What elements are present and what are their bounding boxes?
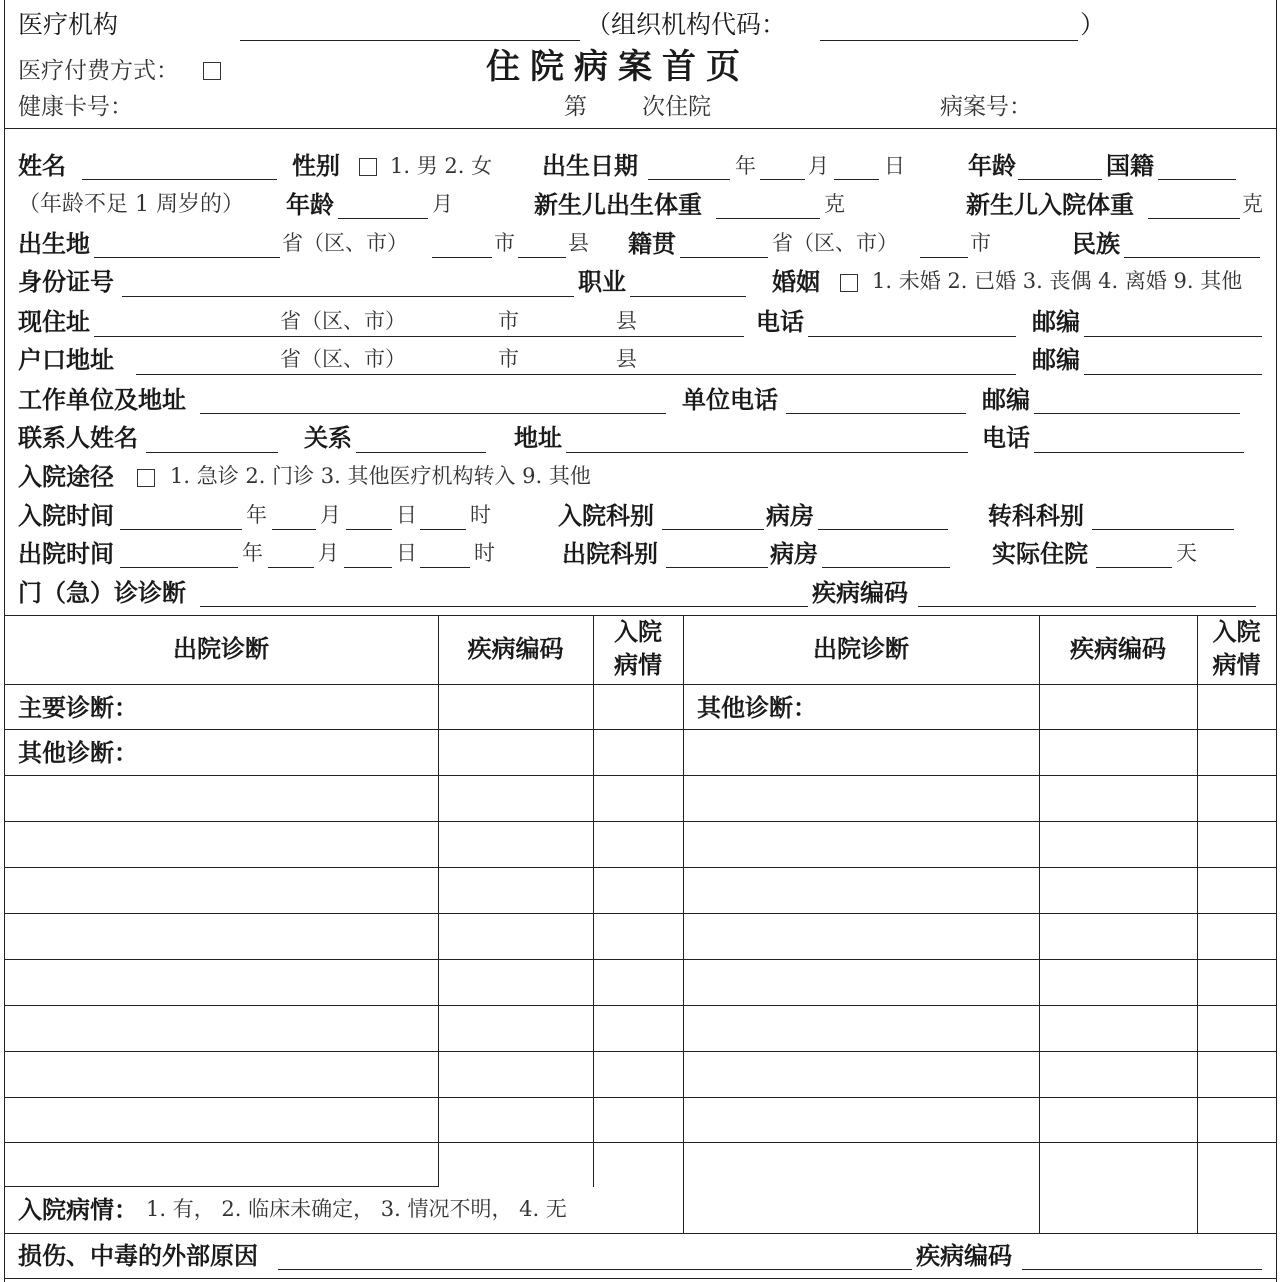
main-diagnosis-label: 主要诊断： bbox=[18, 694, 138, 722]
infant-note: （年龄不足 1 周岁的） bbox=[18, 192, 244, 217]
discharge-time-label: 出院时间 bbox=[18, 540, 114, 568]
condition-legend-text: 1. 有， 2. 临床未确定， 3. 情况不明， 4. 无 bbox=[146, 1197, 567, 1221]
admission-route-label: 入院途径 bbox=[18, 463, 114, 491]
discharge-hour-line[interactable] bbox=[420, 567, 470, 568]
outpatient-diag-label: 门（急）诊诊断 bbox=[18, 579, 186, 607]
table-row-line bbox=[4, 729, 1276, 730]
nationality-field-line[interactable] bbox=[1158, 179, 1236, 180]
col-header-condition-right-2: 病情 bbox=[1212, 651, 1261, 679]
birthplace-county-unit: 县 bbox=[568, 231, 589, 255]
infant-age-label: 年龄 bbox=[286, 191, 334, 219]
birth-year-unit: 年 bbox=[735, 154, 756, 178]
admit-year-unit: 年 bbox=[246, 503, 267, 527]
age-field-line[interactable] bbox=[1018, 179, 1102, 180]
table-col-divider bbox=[438, 615, 439, 1187]
id-number-label: 身份证号 bbox=[18, 268, 114, 296]
age-label: 年龄 bbox=[968, 152, 1016, 180]
col-header-condition-1: 入院 bbox=[614, 618, 662, 646]
native-province-unit: 省（区、市） bbox=[772, 231, 898, 255]
admit-day-line[interactable] bbox=[346, 529, 392, 530]
birth-day-unit: 日 bbox=[884, 154, 905, 178]
contact-name-label: 联系人姓名 bbox=[18, 424, 138, 452]
external-cause-label: 损伤、中毒的外部原因 bbox=[18, 1242, 258, 1270]
outpatient-diag-line[interactable] bbox=[200, 606, 808, 607]
infant-month-unit: 月 bbox=[432, 192, 453, 216]
household-county-unit: 县 bbox=[616, 347, 637, 371]
gender-checkbox[interactable] bbox=[359, 158, 377, 176]
table-row-line bbox=[4, 1051, 1276, 1052]
current-city-unit: 市 bbox=[498, 309, 519, 333]
current-province-unit: 省（区、市） bbox=[280, 309, 406, 333]
col-header-disease-code-right: 疾病编码 bbox=[1070, 635, 1166, 663]
phone-line[interactable] bbox=[808, 336, 1016, 337]
postcode-label-2: 邮编 bbox=[1032, 346, 1080, 374]
other-diagnosis-label: 其他诊断： bbox=[18, 739, 138, 767]
discharge-day-unit: 日 bbox=[396, 541, 417, 565]
external-cause-line[interactable] bbox=[278, 1269, 912, 1270]
frame-right bbox=[1276, 0, 1277, 1282]
ward-line-2[interactable] bbox=[822, 567, 950, 568]
discharge-dept-label: 出院科别 bbox=[562, 540, 658, 568]
header-divider bbox=[4, 128, 1276, 129]
marital-options: 1. 未婚 2. 已婚 3. 丧偶 4. 离婚 9. 其他 bbox=[872, 269, 1243, 293]
discharge-year-unit: 年 bbox=[242, 541, 263, 565]
postcode-label: 邮编 bbox=[1032, 308, 1080, 336]
work-unit-line[interactable] bbox=[200, 413, 666, 414]
institution-field-line[interactable] bbox=[240, 40, 580, 41]
postcode-line-2[interactable] bbox=[1084, 374, 1262, 375]
table-col-divider bbox=[1039, 615, 1040, 1233]
relation-line[interactable] bbox=[356, 452, 486, 453]
days-unit: 天 bbox=[1176, 541, 1197, 565]
admit-time-label: 入院时间 bbox=[18, 502, 114, 530]
ward-label-2: 病房 bbox=[770, 540, 818, 568]
health-card-label: 健康卡号： bbox=[18, 94, 133, 120]
native-place-label: 籍贯 bbox=[628, 230, 676, 258]
relation-label: 关系 bbox=[304, 424, 352, 452]
transfer-dept-label: 转科科别 bbox=[988, 502, 1084, 530]
admit-dept-line[interactable] bbox=[662, 529, 764, 530]
birth-month-line[interactable] bbox=[760, 179, 805, 180]
marital-checkbox[interactable] bbox=[840, 274, 858, 292]
external-cause-code-label: 疾病编码 bbox=[916, 1242, 1012, 1270]
discharge-month-line[interactable] bbox=[268, 567, 314, 568]
contact-phone-label: 电话 bbox=[982, 424, 1030, 452]
birth-month-unit: 月 bbox=[808, 154, 829, 178]
household-province-unit: 省（区、市） bbox=[280, 347, 406, 371]
birthplace-province-unit: 省（区、市） bbox=[282, 231, 408, 255]
gender-options: 1. 男 2. 女 bbox=[390, 154, 493, 178]
postcode-line[interactable] bbox=[1084, 336, 1262, 337]
org-code-close: ） bbox=[1080, 10, 1106, 39]
col-header-disease-code: 疾病编码 bbox=[467, 635, 564, 663]
table-row-line bbox=[4, 959, 1276, 960]
table-row-line-left bbox=[4, 1186, 438, 1187]
admission-count-prefix: 第 bbox=[564, 94, 587, 120]
col-header-condition-right-1: 入院 bbox=[1212, 618, 1261, 646]
col-header-discharge-diag: 出院诊断 bbox=[173, 635, 269, 663]
discharge-day-line[interactable] bbox=[344, 567, 392, 568]
newborn-birth-weight-label: 新生儿出生体重 bbox=[534, 191, 702, 219]
unit-phone-line[interactable] bbox=[786, 413, 966, 414]
current-county-unit: 县 bbox=[616, 309, 637, 333]
native-province-line[interactable] bbox=[680, 257, 768, 258]
name-field-line[interactable] bbox=[82, 179, 277, 180]
admit-hour-unit: 时 bbox=[470, 503, 491, 527]
occupation-label: 职业 bbox=[578, 268, 626, 296]
table-row-line bbox=[4, 1005, 1276, 1006]
table-bottom-border bbox=[4, 1233, 1276, 1234]
contact-name-line[interactable] bbox=[146, 452, 278, 453]
contact-phone-line[interactable] bbox=[1034, 452, 1244, 453]
external-cause-code-line[interactable] bbox=[1022, 1269, 1262, 1270]
birthplace-province-line[interactable] bbox=[94, 257, 280, 258]
admit-month-unit: 月 bbox=[320, 503, 341, 527]
table-col-divider bbox=[1197, 615, 1198, 1233]
table-row-line bbox=[4, 775, 1276, 776]
org-code-field-line[interactable] bbox=[820, 40, 1078, 41]
birthplace-city-line[interactable] bbox=[432, 257, 492, 258]
table-row-line bbox=[4, 821, 1276, 822]
marital-label: 婚姻 bbox=[772, 268, 820, 296]
birthplace-county-line[interactable] bbox=[518, 257, 566, 258]
name-label: 姓名 bbox=[18, 152, 66, 180]
admit-month-line[interactable] bbox=[272, 529, 316, 530]
admit-year-line[interactable] bbox=[120, 529, 242, 530]
col-header-discharge-diag-right: 出院诊断 bbox=[813, 635, 909, 663]
condition-legend-label: 入院病情： bbox=[18, 1196, 138, 1224]
birthplace-city-unit: 市 bbox=[494, 231, 515, 255]
record-no-label: 病案号： bbox=[940, 94, 1032, 120]
page-title: 住院病案首页 bbox=[486, 47, 750, 87]
table-header-bottom bbox=[4, 684, 1276, 685]
actual-stay-line[interactable] bbox=[1096, 567, 1172, 568]
postcode-label-3: 邮编 bbox=[982, 386, 1030, 414]
admission-count-suffix: 次住院 bbox=[642, 94, 711, 120]
payment-label: 医疗付费方式： bbox=[18, 58, 179, 84]
table-row-line bbox=[4, 867, 1276, 868]
actual-stay-label: 实际住院 bbox=[992, 540, 1088, 568]
occupation-line[interactable] bbox=[630, 296, 746, 297]
table-col-divider bbox=[593, 615, 594, 1187]
institution-label: 医疗机构 bbox=[18, 10, 119, 39]
id-number-line[interactable] bbox=[122, 296, 574, 297]
birth-year-line[interactable] bbox=[648, 179, 730, 180]
table-top-border bbox=[4, 615, 1276, 616]
household-address-line[interactable] bbox=[136, 374, 1016, 375]
postcode-line-3[interactable] bbox=[1034, 413, 1240, 414]
infant-age-line[interactable] bbox=[338, 218, 428, 219]
table-col-divider bbox=[683, 615, 684, 1233]
discharge-month-unit: 月 bbox=[318, 541, 339, 565]
admit-hour-line[interactable] bbox=[420, 529, 466, 530]
household-address-label: 户口地址 bbox=[18, 346, 114, 374]
ward-line[interactable] bbox=[818, 529, 948, 530]
admission-route-options: 1. 急诊 2. 门诊 3. 其他医疗机构转入 9. 其他 bbox=[170, 464, 591, 488]
transfer-dept-line[interactable] bbox=[1092, 529, 1234, 530]
admit-dept-label: 入院科别 bbox=[558, 502, 654, 530]
newborn-admit-weight-label: 新生儿入院体重 bbox=[966, 191, 1134, 219]
gram-unit-2: 克 bbox=[1242, 192, 1263, 216]
current-address-line[interactable] bbox=[94, 336, 744, 337]
contact-address-line[interactable] bbox=[566, 452, 968, 453]
ethnicity-label: 民族 bbox=[1072, 230, 1120, 258]
newborn-admit-weight-line[interactable] bbox=[1148, 218, 1240, 219]
outpatient-code-line[interactable] bbox=[918, 606, 1256, 607]
other-diagnosis-label-right: 其他诊断： bbox=[697, 694, 817, 722]
discharge-year-line[interactable] bbox=[120, 567, 238, 568]
table-row-line bbox=[4, 913, 1276, 914]
ward-label: 病房 bbox=[766, 502, 814, 530]
admit-day-unit: 日 bbox=[396, 503, 417, 527]
native-city-unit: 市 bbox=[970, 231, 991, 255]
birth-date-label: 出生日期 bbox=[542, 152, 638, 180]
contact-address-label: 地址 bbox=[514, 424, 562, 452]
gram-unit: 克 bbox=[824, 192, 845, 216]
org-code-label: （组织机构代码： bbox=[586, 10, 787, 39]
discharge-hour-unit: 时 bbox=[474, 541, 495, 565]
unit-phone-label: 单位电话 bbox=[682, 386, 778, 414]
birthplace-label: 出生地 bbox=[18, 230, 90, 258]
native-city-line[interactable] bbox=[920, 257, 968, 258]
page-bottom-border bbox=[4, 1278, 1276, 1279]
current-address-label: 现住址 bbox=[18, 308, 90, 336]
work-unit-label: 工作单位及地址 bbox=[18, 386, 186, 414]
outpatient-code-label: 疾病编码 bbox=[812, 579, 908, 607]
birth-day-line[interactable] bbox=[834, 179, 879, 180]
gender-label: 性别 bbox=[292, 152, 340, 180]
discharge-dept-line[interactable] bbox=[666, 567, 768, 568]
newborn-birth-weight-line[interactable] bbox=[716, 218, 820, 219]
household-city-unit: 市 bbox=[498, 347, 519, 371]
phone-label: 电话 bbox=[756, 308, 804, 336]
col-header-condition-2: 病情 bbox=[614, 651, 662, 679]
table-row-line bbox=[4, 1097, 1276, 1098]
admission-route-checkbox[interactable] bbox=[137, 469, 155, 487]
nationality-label: 国籍 bbox=[1106, 152, 1154, 180]
ethnicity-line[interactable] bbox=[1124, 257, 1260, 258]
table-row-line bbox=[4, 1142, 1276, 1143]
payment-checkbox[interactable] bbox=[203, 62, 221, 80]
